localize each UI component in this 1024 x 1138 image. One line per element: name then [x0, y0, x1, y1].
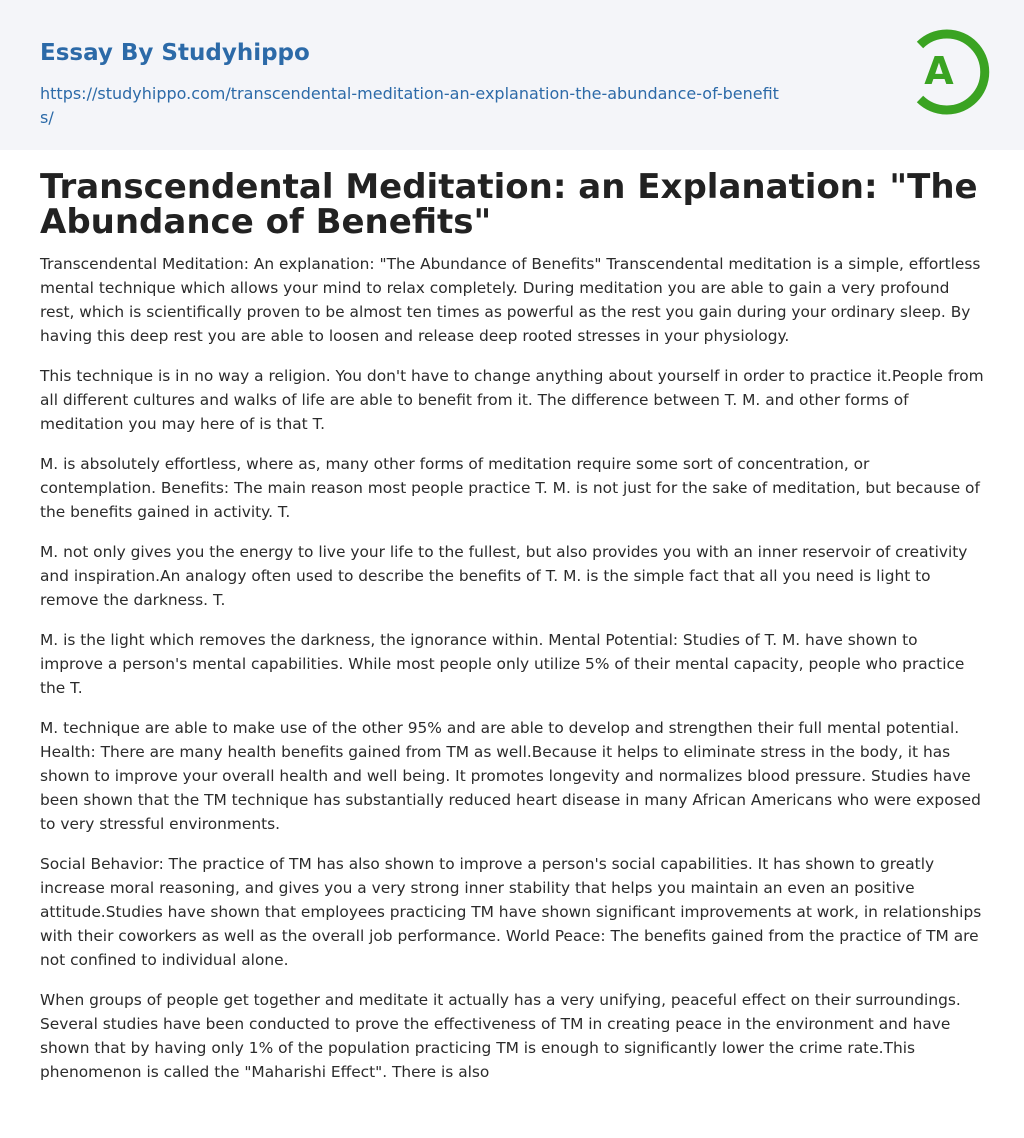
article-title: Transcendental Meditation: an Explanation: "The Abundance of Benefits" — [40, 167, 978, 242]
logo-letter: A — [924, 49, 954, 93]
article-paragraph: Social Behavior: The practice of TM has also shown to improve a person's social capabilities. It has shown to greatly increase moral reasoning, and gives you a very strong inner stability that helps you maintain an even an positive attitude.Studies have shown that employees practicing TM have shown significant improvements at work, in relationships with their coworkers as well as the overall job performance. World Peace: The benefits gained from the practice of TM are not confined to individual alone. — [40, 855, 982, 969]
article-paragraph: M. is absolutely effortless, where as, many other forms of meditation require some sort of concentration, or contemplation. Benefits: The main reason most people practice T. M. is not just for the sake of meditation, but because of the benefits gained in activity. T. — [40, 455, 980, 521]
source-url-link[interactable]: https://studyhippo.com/transcendental-meditation-an-explanation-the-abundance-of-benefits/ — [40, 84, 779, 127]
brand-title[interactable]: Essay By Studyhippo — [40, 40, 310, 66]
article-paragraph: Transcendental Meditation: An explanation: "The Abundance of Benefits" Transcendental meditation is a simple, effortless mental technique which allows your mind to relax completely. During meditation you are able to gain a very profound rest, which is scientifically proven to be almost ten times as powerful as the rest you gain during your ordinary sleep. By having this deep rest you are able to loosen and release deep rooted stresses in your physiology. — [40, 255, 981, 345]
article-paragraph: M. not only gives you the energy to live your life to the fullest, but also provides you with an inner reservoir of creativity and inspiration.An analogy often used to describe the benefits of T. M. is the simple fact that all you need is light to remove the darkness. T. — [40, 543, 968, 609]
studyhippo-logo-icon[interactable] — [908, 28, 990, 118]
article-paragraph: This technique is in no way a religion. You don't have to change anything about yourself in order to practice it.People from all different cultures and walks of life are able to benefit from it. The difference between T. M. and other forms of meditation you may here of is that T. — [40, 367, 984, 433]
article-paragraph: M. technique are able to make use of the other 95% and are able to develop and strengthen their full mental potential. Health: There are many health benefits gained from TM as well.Because it helps to eliminate stress in the body, it has shown to improve your overall health and well being. It promotes longevity and normalizes blood pressure. Studies have been shown that the TM technique has substantially reduced heart disease in many African Americans who were exposed to very stressful environments. — [40, 719, 981, 833]
site-header — [0, 0, 1024, 150]
article-paragraph: M. is the light which removes the darkness, the ignorance within. Mental Potential: Studies of T. M. have shown to improve a person's mental capabilities. While most people only utilize 5% of their mental capacity, people who practice the T. — [40, 631, 965, 697]
article-paragraph: When groups of people get together and meditate it actually has a very unifying, peaceful effect on their surroundings. Several studies have been conducted to prove the effectiveness of TM in creating peace in the environment and have shown that by having only 1% of the population practicing TM is enough to significantly lower the crime rate.This phenomenon is called the "Maharishi Effect". There is also — [40, 991, 961, 1081]
article — [40, 167, 984, 1100]
